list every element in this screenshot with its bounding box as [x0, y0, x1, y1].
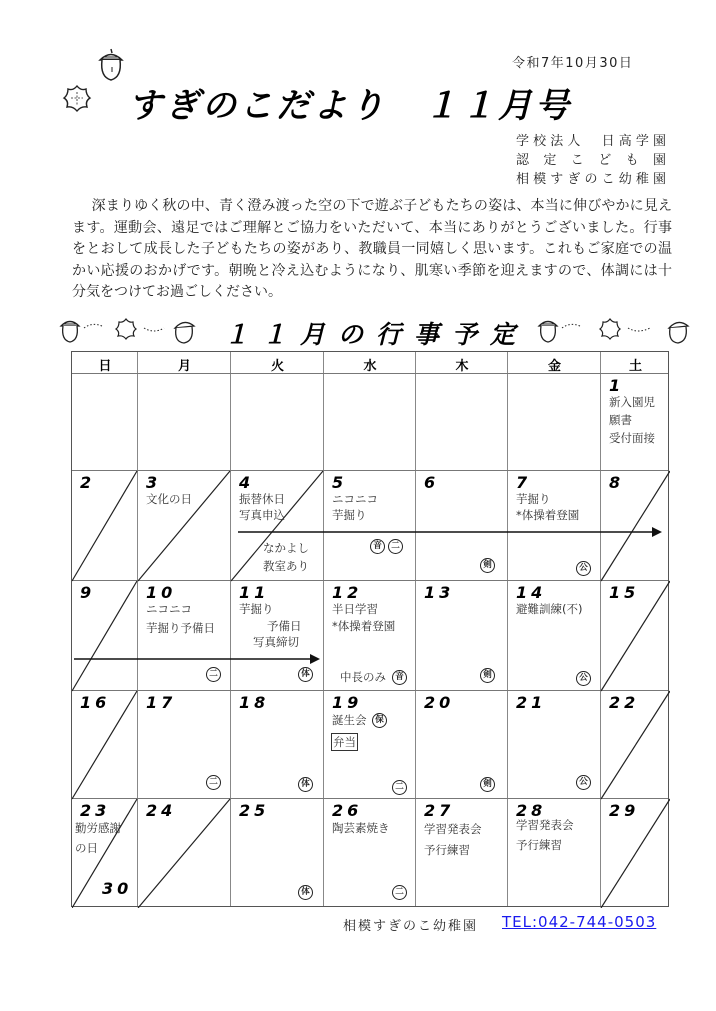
weekday-sun: 日	[98, 359, 112, 374]
decoration-right	[536, 314, 696, 346]
event: 半日学習	[332, 602, 378, 616]
acorn-icon	[669, 322, 688, 343]
day-cell-18	[231, 691, 324, 799]
pe-mark-icon: 体	[298, 777, 313, 792]
public-mark-icon: 公	[576, 561, 591, 576]
day-cell-10	[138, 581, 231, 691]
event: 誕生会	[332, 713, 367, 727]
event: 願書	[609, 413, 632, 427]
day-cell-9	[72, 581, 138, 691]
weekday-mon: 月	[177, 359, 191, 374]
intro-paragraph: 深まりゆく秋の中、青く澄み渡った空の下で遊ぶ子どもたちの姿は、本当に伸びやかに見えます。運動会、遠足ではご理解とご協力をいただいて、本当にありがとうございました。行事をとおして成長した子どもたちの姿があり、教職員一同嬉しく思います。これもご家庭での温かい応援のおかげです。朝晩と冷え込むようになり、肌寒い季節を迎えますので、体調には十分気をつけてお過ごしください。	[72, 198, 672, 300]
day-cell-1	[601, 374, 670, 471]
day-number: 10	[146, 583, 177, 602]
day-number: 26	[332, 801, 363, 820]
day-cell-22	[601, 691, 670, 799]
event: の日	[75, 841, 98, 855]
two-mark-icon: 二	[392, 780, 407, 795]
pe-mark-icon: 体	[298, 885, 313, 900]
day-cell-15	[601, 581, 670, 691]
music-mark-icon: 音	[370, 539, 385, 554]
acorn-icon	[175, 322, 194, 343]
public-mark-icon: 公	[576, 671, 591, 686]
weekday-thu: 木	[455, 359, 469, 374]
event: 文化の日	[146, 492, 192, 506]
flower-icon	[600, 319, 620, 339]
day-number: 4	[239, 473, 255, 492]
day-cell-6	[416, 471, 508, 581]
day-number: 5	[332, 473, 348, 492]
day-number: 15	[609, 583, 640, 602]
day-number: 19	[332, 693, 363, 712]
day-cell-16	[72, 691, 138, 799]
day-number-30: 30	[102, 879, 133, 898]
day-number: 6	[424, 473, 440, 492]
two-mark-icon: 二	[206, 775, 221, 790]
day-cell-13	[416, 581, 508, 691]
event: 陶芸素焼き	[332, 821, 390, 835]
event-note: 中長のみ	[340, 670, 386, 684]
day-number: 20	[424, 693, 455, 712]
acorn-icon	[539, 322, 557, 343]
footer-school-name: 相模すぎのこ幼稚園	[343, 919, 479, 934]
day-cell-19	[324, 691, 416, 799]
day-number: 3	[146, 473, 162, 492]
event: 写真締切	[253, 635, 299, 649]
day-number: 23	[80, 801, 111, 820]
day-number: 8	[609, 473, 625, 492]
day-number: 11	[239, 583, 270, 602]
day-cell-21	[508, 691, 601, 799]
day-number: 12	[332, 583, 363, 602]
acorn-icon	[61, 322, 79, 343]
newsletter-title: すぎのこだより １１月号	[128, 86, 572, 126]
acorn-icon	[94, 47, 128, 83]
day-number: 25	[239, 801, 270, 820]
org-line: 認定こども園	[516, 153, 668, 168]
day-number: 24	[146, 801, 177, 820]
event: 学習発表会	[424, 822, 482, 836]
two-mark-icon: 二	[392, 885, 407, 900]
day-number: 28	[516, 801, 547, 820]
event: 学習発表会	[516, 818, 574, 832]
public-mark-icon: 公	[576, 775, 591, 790]
day-cell-23	[72, 799, 138, 908]
event: 予行練習	[424, 843, 470, 857]
event: 予備日	[267, 619, 302, 633]
day-number: 7	[516, 473, 532, 492]
event-note: なかよし	[263, 541, 309, 555]
day-number: 13	[424, 583, 455, 602]
day-cell-12	[324, 581, 416, 691]
event: 写真申込	[239, 508, 285, 522]
event: 避難訓練(不)	[516, 602, 583, 616]
event: *体操着登園	[332, 619, 396, 633]
phone-link[interactable]: TEL:042-744-0503	[502, 913, 657, 931]
org-line: 学校法人 日高学園	[516, 134, 668, 149]
day-number: 17	[146, 693, 177, 712]
day-number: 2	[80, 473, 96, 492]
day-cell-28	[508, 799, 601, 908]
weekday-sat: 土	[628, 359, 642, 374]
day-number: 27	[424, 801, 455, 820]
day-cell-26	[324, 799, 416, 908]
issue-date: 令和7年10月30日	[512, 56, 634, 71]
day-number: 22	[609, 693, 640, 712]
day-number: 18	[239, 693, 270, 712]
event: *体操着登園	[516, 508, 580, 522]
event: 芋掘り	[516, 492, 551, 506]
event: 新入園児	[609, 395, 655, 409]
org-line: 相模すぎのこ幼稚園	[516, 172, 668, 187]
day-cell-24	[138, 799, 231, 908]
day-cell-14	[508, 581, 601, 691]
day-number: 1	[609, 376, 625, 395]
weekday-tue: 火	[270, 359, 284, 374]
day-number: 16	[80, 693, 111, 712]
event: ニコニコ	[146, 602, 192, 616]
kendo-mark-icon: 剣	[480, 668, 495, 683]
health-mark-icon: 保	[372, 713, 387, 728]
day-cell-29	[601, 799, 670, 908]
event: ニコニコ	[332, 492, 378, 506]
day-cell-5	[324, 471, 416, 581]
day-cell-27	[416, 799, 508, 908]
music-mark-icon: 音	[392, 670, 407, 685]
day-number: 21	[516, 693, 547, 712]
day-cell-2	[72, 471, 138, 581]
event: 芋掘り予備日	[146, 621, 215, 635]
day-number: 29	[609, 801, 640, 820]
weekday-wed: 水	[363, 359, 377, 374]
day-cell-17	[138, 691, 231, 799]
day-cell-8	[601, 471, 670, 581]
day-cell-11	[231, 581, 324, 691]
event: 受付面接	[609, 431, 655, 445]
calendar-table	[71, 351, 669, 907]
day-number: 14	[516, 583, 547, 602]
pe-mark-icon: 体	[298, 667, 313, 682]
day-cell-20	[416, 691, 508, 799]
event: 勤労感謝	[75, 821, 121, 835]
flower-icon	[62, 83, 92, 113]
day-cell-25	[231, 799, 324, 908]
schedule-title: １１月の行事予定	[224, 320, 529, 349]
day-cell-3	[138, 471, 231, 581]
two-mark-icon: 二	[206, 667, 221, 682]
lunch-box-badge: 弁当	[333, 735, 356, 749]
kendo-mark-icon: 剣	[480, 558, 495, 573]
flower-icon	[116, 319, 136, 339]
weekday-fri: 金	[547, 359, 561, 374]
event: 予行練習	[516, 838, 562, 852]
event: 芋掘り	[239, 602, 274, 616]
kendo-mark-icon: 剣	[480, 777, 495, 792]
day-cell-4	[231, 471, 324, 581]
two-mark-icon: 二	[388, 539, 403, 554]
day-cell-7	[508, 471, 601, 581]
event-note: 教室あり	[263, 559, 309, 573]
decoration-left	[58, 314, 228, 346]
event: 芋掘り	[332, 508, 367, 522]
event: 振替休日	[239, 492, 285, 506]
day-number: 9	[80, 583, 96, 602]
